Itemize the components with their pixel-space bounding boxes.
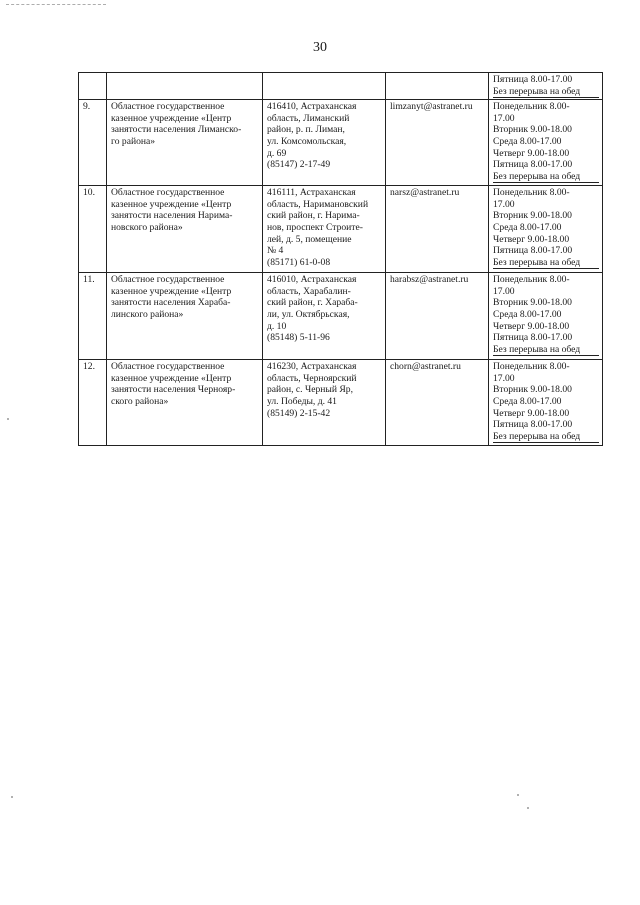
cell-organization: Областное государственное казенное учреждение «Центр занятости населения Лиманско- го района» — [107, 100, 263, 186]
cell-email: limzanyt@astranet.ru — [386, 100, 489, 186]
cell-organization — [107, 73, 263, 100]
hours-line: Среда 8.00-17.00 — [493, 308, 562, 320]
hours-line: Пятница 8.00-17.00 — [493, 159, 573, 171]
cell-number: 12. — [79, 360, 107, 446]
hours-line: Вторник 9.00-18.00 — [493, 124, 572, 136]
hours-line: Среда 8.00-17.00 — [493, 135, 562, 147]
hours-line: Без перерыва на обед — [493, 257, 599, 270]
page-number: 30 — [313, 40, 327, 55]
table-row — [79, 186, 603, 273]
hours-line: Без перерыва на обед — [493, 86, 599, 99]
cell-address: 416230, Астраханская область, Черноярский район, с. Черный Яр, ул. Победы, д. 41 (85149) 2-15-42 — [263, 360, 386, 446]
hours-line: Без перерыва на обед — [493, 171, 599, 184]
cell-working-hours — [489, 186, 603, 273]
cell-email: harabsz@astranet.ru — [386, 273, 489, 360]
hours-line: Четверг 9.00-18.00 — [493, 147, 570, 159]
cell-number — [79, 73, 107, 100]
hours-line: Четверг 9.00-18.00 — [493, 320, 570, 332]
table-row — [79, 100, 603, 186]
table-row — [79, 360, 603, 446]
cell-address: 416111, Астраханская область, Наримановский ский район, г. Нарима- нов, проспект Строите- лей, д. 5, помещение № 4 (85171) 61-0-08 — [263, 186, 386, 273]
cell-number: 11. — [79, 273, 107, 360]
hours-line: Понедельник 8.00- — [493, 361, 570, 373]
hours-line: Вторник 9.00-18.00 — [493, 297, 572, 309]
cell-email — [386, 73, 489, 100]
hours-line: Вторник 9.00-18.00 — [493, 384, 572, 396]
cell-email: narsz@astranet.ru — [386, 186, 489, 273]
cell-working-hours — [489, 100, 603, 186]
cell-working-hours — [489, 360, 603, 446]
scan-speck — [527, 807, 529, 809]
hours-line: Среда 8.00-17.00 — [493, 221, 562, 233]
scan-artifact-mark — [6, 4, 106, 7]
hours-line: Четверг 9.00-18.00 — [493, 233, 570, 245]
hours-line: 17.00 — [493, 285, 515, 297]
hours-line: Среда 8.00-17.00 — [493, 395, 562, 407]
employment-centers-table — [78, 72, 603, 446]
cell-number: 10. — [79, 186, 107, 273]
hours-line: Вторник 9.00-18.00 — [493, 210, 572, 222]
cell-organization: Областное государственное казенное учреждение «Центр занятости населения Нарима- новского района» — [107, 186, 263, 273]
table-row — [79, 273, 603, 360]
cell-working-hours — [489, 273, 603, 360]
cell-email: chorn@astranet.ru — [386, 360, 489, 446]
hours-line: Пятница 8.00-17.00 — [493, 419, 573, 431]
cell-working-hours — [489, 73, 603, 100]
cell-number: 9. — [79, 100, 107, 186]
table-body — [79, 100, 603, 446]
hours-line: Пятница 8.00-17.00 — [493, 245, 573, 257]
hours-line: 17.00 — [493, 198, 515, 210]
hours-line: Понедельник 8.00- — [493, 187, 570, 199]
cell-address: 416010, Астраханская область, Харабалин- ский район, г. Хараба- ли, ул. Октябрьская, д. 10 (85148) 5-11-96 — [263, 273, 386, 360]
table-row-continuation — [79, 73, 603, 100]
scan-speck — [517, 794, 519, 796]
cell-organization: Областное государственное казенное учреждение «Центр занятости населения Хараба- линского района» — [107, 273, 263, 360]
hours-line: Пятница 8.00-17.00 — [493, 74, 573, 85]
hours-line: Пятница 8.00-17.00 — [493, 332, 573, 344]
hours-line: Понедельник 8.00- — [493, 274, 570, 286]
hours-line: Без перерыва на обед — [493, 344, 599, 357]
hours-line: Понедельник 8.00- — [493, 101, 570, 113]
hours-line: Четверг 9.00-18.00 — [493, 407, 570, 419]
hours-line: 17.00 — [493, 372, 515, 384]
hours-line: 17.00 — [493, 112, 515, 124]
cell-address — [263, 73, 386, 100]
cell-organization: Областное государственное казенное учреждение «Центр занятости населения Чернояр- ского района» — [107, 360, 263, 446]
scan-speck — [11, 796, 13, 798]
hours-line: Без перерыва на обед — [493, 431, 599, 444]
scan-speck — [7, 418, 9, 420]
cell-address: 416410, Астраханская область, Лиманский район, р. п. Лиман, ул. Комсомольская, д. 69 (85147) 2-17-49 — [263, 100, 386, 186]
